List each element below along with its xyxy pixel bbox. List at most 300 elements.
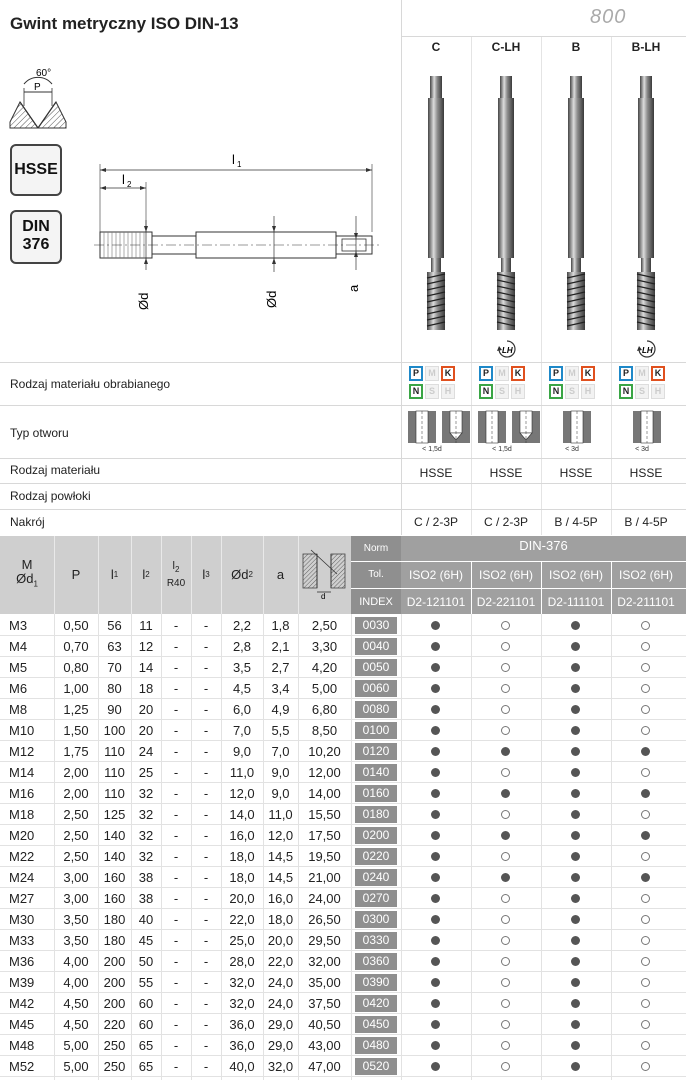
availability-dot-filled: [641, 789, 650, 798]
availability-dot-filled: [431, 1041, 440, 1050]
table-row: [0, 846, 686, 867]
length-l2: 14: [138, 660, 154, 675]
length-l1: 56: [107, 618, 122, 633]
availability-dot-filled: [431, 957, 440, 966]
index-suffix: 0160: [355, 785, 397, 802]
material-code-m: M: [425, 366, 439, 381]
pitch: 2,00: [63, 765, 89, 780]
length-l1: 250: [103, 1038, 126, 1053]
material-code-n: N: [619, 384, 633, 399]
svg-text:2: 2: [127, 180, 132, 189]
availability-dot-empty: [501, 894, 510, 903]
length-l2: 38: [138, 891, 154, 906]
length-l3: -: [203, 639, 209, 654]
length-l3: -: [203, 786, 209, 801]
index-code: D2-211101: [617, 595, 675, 609]
table-row: [0, 741, 686, 762]
a-label: a: [346, 284, 361, 292]
availability-dot-empty: [641, 621, 650, 630]
material-code-k: K: [651, 366, 665, 381]
pitch: 2,50: [63, 849, 89, 864]
material-code-p: P: [549, 366, 563, 381]
tool-material-value: HSSE: [489, 466, 523, 480]
tap-drawing: [90, 140, 390, 310]
square-a: 29,0: [267, 1038, 294, 1053]
drill-diameter: 15,50: [308, 807, 341, 822]
header-a: a: [276, 567, 285, 582]
norm-badge-line2: 376: [22, 236, 50, 253]
availability-dot-filled: [431, 810, 440, 819]
availability-dot-filled: [431, 852, 440, 861]
tool-material-value: HSSE: [629, 466, 663, 480]
length-l2-r40: -: [173, 1038, 179, 1053]
length-l1: 80: [107, 681, 122, 696]
pitch: 3,50: [63, 912, 89, 927]
availability-dot-filled: [571, 726, 580, 735]
pitch: 4,50: [63, 996, 89, 1011]
availability-dot-filled: [501, 831, 510, 840]
length-l3: -: [203, 765, 209, 780]
pitch: 3,00: [63, 870, 89, 885]
divider: [0, 483, 686, 484]
length-l2: 60: [138, 1017, 154, 1032]
tol-label: Tol.: [368, 569, 384, 580]
availability-dot-filled: [571, 642, 580, 651]
availability-dot-filled: [501, 789, 510, 798]
availability-dot-empty: [641, 852, 650, 861]
index-suffix: 0180: [355, 806, 397, 823]
availability-dot-filled: [571, 705, 580, 714]
pitch: 2,00: [63, 786, 89, 801]
diameter-d2: 16,0: [229, 828, 255, 843]
availability-dot-empty: [641, 663, 650, 672]
availability-dot-filled: [571, 936, 580, 945]
diameter-d2: 3,5: [232, 660, 252, 675]
table-row: [0, 699, 686, 720]
coating-label: Rodzaj powłoki: [10, 489, 91, 503]
pitch: 1,00: [63, 681, 89, 696]
diameter-d2: 14,0: [229, 807, 255, 822]
page-title: Gwint metryczny ISO DIN-13: [10, 14, 239, 33]
material-code-h: H: [651, 384, 665, 399]
length-l2-r40: -: [173, 807, 179, 822]
length-l3: -: [203, 849, 209, 864]
index-suffix: 0390: [355, 974, 397, 991]
l2-label: l: [122, 172, 125, 187]
header-d2: Ød 2: [231, 567, 253, 582]
index-suffix: 0120: [355, 743, 397, 760]
length-l1: 180: [103, 933, 126, 948]
availability-dot-filled: [431, 642, 440, 651]
thread-profile-icon: [6, 62, 70, 132]
index-suffix: 0140: [355, 764, 397, 781]
lead-value: B / 4-5P: [624, 515, 668, 529]
table-row: [0, 783, 686, 804]
length-l1: 90: [107, 702, 122, 717]
length-l2: 20: [138, 723, 154, 738]
pitch: 3,00: [63, 891, 89, 906]
table-row: [0, 1056, 686, 1077]
availability-dot-empty: [641, 894, 650, 903]
drill-diameter: 35,00: [308, 975, 341, 990]
pitch: 1,50: [63, 723, 89, 738]
index-suffix: 0050: [355, 659, 397, 676]
divider: [0, 458, 686, 459]
drill-diameter: 4,20: [311, 660, 338, 675]
availability-dot-filled: [641, 747, 650, 756]
table-row: [0, 909, 686, 930]
square-a: 18,0: [267, 912, 294, 927]
length-l1: 200: [103, 975, 126, 990]
material-code-n: N: [409, 384, 423, 399]
lead-label: Nakrój: [10, 515, 45, 529]
length-l1: 125: [103, 807, 126, 822]
tool-material-value: HSSE: [559, 466, 593, 480]
table-row: [0, 993, 686, 1014]
availability-dot-filled: [571, 852, 580, 861]
diameter-d2: 9,0: [232, 744, 252, 759]
length-l2-r40: -: [173, 618, 179, 633]
diameter-d2: 28,0: [229, 954, 255, 969]
table-row: [0, 867, 686, 888]
pitch: 4,00: [63, 954, 89, 969]
through-hole-icon: [477, 410, 507, 444]
availability-dot-filled: [431, 726, 440, 735]
table-row: [0, 888, 686, 909]
availability-dot-filled: [431, 621, 440, 630]
svg-text:1: 1: [237, 160, 242, 169]
index-suffix: 0100: [355, 722, 397, 739]
index-suffix: 0270: [355, 890, 397, 907]
drill-diameter: 29,50: [308, 933, 341, 948]
length-l1: 200: [103, 954, 126, 969]
length-l2-r40: -: [173, 744, 179, 759]
index-suffix: 0330: [355, 932, 397, 949]
length-l3: -: [203, 723, 209, 738]
table-row: [0, 972, 686, 993]
length-l3: -: [203, 681, 209, 696]
availability-dot-filled: [571, 915, 580, 924]
availability-dot-empty: [501, 999, 510, 1008]
availability-dot-filled: [571, 747, 580, 756]
length-l3: -: [203, 891, 209, 906]
length-l2: 45: [138, 933, 154, 948]
length-l2-r40: -: [173, 996, 179, 1011]
material-code-h: H: [581, 384, 595, 399]
length-l2: 32: [138, 807, 154, 822]
length-l2-r40: -: [173, 723, 179, 738]
length-l3: -: [203, 996, 209, 1011]
length-l3: -: [203, 660, 209, 675]
availability-dot-empty: [501, 915, 510, 924]
thread-size: M22: [9, 849, 35, 864]
square-a: 32,0: [267, 1059, 294, 1074]
column-header-b: B: [571, 40, 581, 54]
material-badge: HSSE: [10, 144, 62, 196]
length-l2: 65: [138, 1059, 154, 1074]
square-a: 29,0: [267, 1017, 294, 1032]
table-row: [0, 762, 686, 783]
diameter-d2: 2,2: [232, 618, 252, 633]
tap-image-c: [418, 72, 454, 334]
square-a: 14,5: [267, 870, 294, 885]
availability-dot-empty: [501, 1041, 510, 1050]
availability-dot-filled: [571, 1062, 580, 1071]
index-suffix: 0360: [355, 953, 397, 970]
index-suffix: 0200: [355, 827, 397, 844]
availability-dot-filled: [501, 747, 510, 756]
material-code-n: N: [549, 384, 563, 399]
availability-dot-empty: [641, 957, 650, 966]
diameter-d2: 18,0: [229, 870, 255, 885]
index-suffix: 0450: [355, 1016, 397, 1033]
index-suffix: 0030: [355, 617, 397, 634]
table-row: [0, 636, 686, 657]
drill-diameter: 5,00: [311, 681, 338, 696]
availability-dot-filled: [431, 999, 440, 1008]
thread-size: M6: [9, 681, 28, 696]
drill-diameter: 37,50: [308, 996, 341, 1011]
availability-dot-empty: [641, 936, 650, 945]
length-l2-r40: -: [173, 765, 179, 780]
length-l2-r40: -: [173, 1059, 179, 1074]
diameter-d2: 20,0: [229, 891, 255, 906]
lead-value: C / 2-3P: [483, 515, 528, 529]
availability-dot-filled: [571, 873, 580, 882]
square-a: 9,0: [271, 765, 290, 780]
table-row: [0, 657, 686, 678]
length-l2: 38: [138, 870, 154, 885]
thread-size: M45: [9, 1017, 35, 1032]
square-a: 12,0: [267, 828, 294, 843]
thread-size: M39: [9, 975, 35, 990]
thread-size: M33: [9, 933, 35, 948]
thread-size: M36: [9, 954, 35, 969]
drill-diameter: 21,00: [308, 870, 341, 885]
index-suffix: 0080: [355, 701, 397, 718]
drill-diameter: 40,50: [308, 1017, 341, 1032]
l1-label: l: [232, 152, 235, 167]
thread-size: M27: [9, 891, 35, 906]
availability-dot-filled: [571, 978, 580, 987]
header-l2-r40: $l_2$ R40: [166, 559, 186, 590]
material-code-s: S: [565, 384, 579, 399]
material-group-grid: [479, 366, 525, 400]
header-l2: l 2: [142, 567, 150, 582]
availability-dot-filled: [431, 663, 440, 672]
square-a: 7,0: [271, 744, 290, 759]
table-row: [0, 678, 686, 699]
length-l3: -: [203, 1038, 209, 1053]
availability-dot-empty: [641, 978, 650, 987]
diameter-d2: 40,0: [229, 1059, 255, 1074]
pitch: 0,50: [63, 618, 89, 633]
length-l2: 32: [138, 828, 154, 843]
tap-image-b: [558, 72, 594, 334]
table-row: [0, 951, 686, 972]
availability-dot-filled: [431, 1020, 440, 1029]
length-l2-r40: -: [173, 954, 179, 969]
tool-material-value: HSSE: [419, 466, 453, 480]
pitch: 4,00: [63, 975, 89, 990]
length-l3: -: [203, 954, 209, 969]
square-a: 20,0: [267, 933, 294, 948]
length-l2: 32: [138, 786, 154, 801]
availability-dot-filled: [571, 894, 580, 903]
availability-dot-empty: [501, 726, 510, 735]
availability-dot-empty: [641, 684, 650, 693]
availability-dot-filled: [431, 936, 440, 945]
length-l2: 25: [138, 765, 154, 780]
availability-dot-empty: [641, 768, 650, 777]
material-code-k: K: [441, 366, 455, 381]
availability-dot-filled: [501, 873, 510, 882]
availability-dot-filled: [431, 831, 440, 840]
length-l1: 250: [103, 1059, 126, 1074]
norm-value: DIN-376: [519, 538, 568, 553]
square-a: 9,0: [271, 786, 290, 801]
availability-dot-filled: [431, 873, 440, 882]
drill-diameter: 19,50: [308, 849, 341, 864]
length-l3: -: [203, 618, 209, 633]
material-code-h: H: [511, 384, 525, 399]
drill-diameter: 6,80: [311, 702, 338, 717]
length-l1: 140: [103, 849, 126, 864]
length-l2-r40: -: [173, 702, 179, 717]
diameter-d2: 2,8: [232, 639, 252, 654]
length-l1: 110: [104, 786, 125, 801]
length-l1: 180: [103, 912, 126, 927]
table-row: [0, 1035, 686, 1056]
availability-dot-filled: [431, 684, 440, 693]
availability-dot-empty: [501, 810, 510, 819]
tolerance-value: ISO2 (6H): [478, 568, 533, 582]
availability-dot-filled: [571, 789, 580, 798]
drill-diameter: 2,50: [311, 618, 338, 633]
square-a: 22,0: [267, 954, 294, 969]
index-suffix: 0240: [355, 869, 397, 886]
thread-size: M52: [9, 1059, 35, 1074]
index-code: D2-111101: [547, 595, 605, 609]
availability-dot-empty: [501, 642, 510, 651]
diameter-d2: 22,0: [229, 912, 255, 927]
drill-diameter: 47,00: [308, 1059, 341, 1074]
drill-diameter: 3,30: [311, 639, 338, 654]
availability-dot-filled: [571, 684, 580, 693]
availability-dot-empty: [641, 810, 650, 819]
thread-size: M24: [9, 870, 35, 885]
length-l1: 160: [103, 870, 126, 885]
pitch: 0,80: [63, 660, 89, 675]
divider: [471, 37, 472, 535]
drill-diameter: 12,00: [308, 765, 341, 780]
through-hole-icon: [632, 410, 662, 444]
drill-diameter-icon: [301, 548, 347, 600]
length-l1: 140: [103, 828, 126, 843]
availability-dot-empty: [641, 705, 650, 714]
length-l2: 65: [138, 1038, 154, 1053]
thread-size: M18: [9, 807, 35, 822]
index-suffix: 0220: [355, 848, 397, 865]
thread-size: M4: [9, 639, 28, 654]
thread-size: M10: [9, 723, 35, 738]
thread-size: M20: [9, 828, 35, 843]
drill-diameter: 14,00: [308, 786, 341, 801]
table-row: [0, 1014, 686, 1035]
left-hand-icon: [495, 338, 519, 360]
availability-dot-empty: [641, 915, 650, 924]
index-suffix: 0480: [355, 1037, 397, 1054]
diameter-d2: 36,0: [229, 1017, 255, 1032]
material-code-p: P: [619, 366, 633, 381]
square-a: 24,0: [267, 996, 294, 1011]
length-l1: 160: [103, 891, 126, 906]
square-a: 1,8: [271, 618, 290, 633]
svg-text:d: d: [321, 592, 326, 601]
drill-diameter: 26,50: [308, 912, 341, 927]
length-l1: 70: [107, 660, 122, 675]
availability-dot-empty: [501, 705, 510, 714]
length-l3: -: [203, 870, 209, 885]
drill-diameter: 8,50: [311, 723, 338, 738]
square-a: 5,5: [271, 723, 290, 738]
material-code-p: P: [409, 366, 423, 381]
thread-size: M14: [9, 765, 35, 780]
availability-dot-empty: [641, 999, 650, 1008]
material-group-grid: [549, 366, 595, 400]
material-code-s: S: [425, 384, 439, 399]
header-l3: l 3: [202, 567, 210, 582]
length-l2-r40: -: [173, 912, 179, 927]
length-l2: 40: [138, 912, 154, 927]
divider: [0, 405, 686, 406]
norm-badge: [10, 210, 62, 264]
series-number: 800: [590, 6, 627, 28]
length-l2-r40: -: [173, 849, 179, 864]
availability-dot-empty: [501, 936, 510, 945]
availability-dot-empty: [501, 663, 510, 672]
table-row: [0, 930, 686, 951]
material-code-k: K: [581, 366, 595, 381]
lead-value: C / 2-3P: [413, 515, 458, 529]
length-l2: 24: [138, 744, 154, 759]
left-hand-icon: [635, 338, 659, 360]
pitch: 5,00: [63, 1059, 89, 1074]
diameter-d2: 36,0: [229, 1038, 255, 1053]
material-code-n: N: [479, 384, 493, 399]
divider: [541, 37, 542, 535]
drill-diameter: 10,20: [308, 744, 341, 759]
length-l3: -: [203, 1017, 209, 1032]
tap-image-c-lh: [488, 72, 524, 334]
availability-dot-filled: [571, 957, 580, 966]
length-l3: -: [203, 933, 209, 948]
square-a: 3,4: [271, 681, 290, 696]
length-l2: 12: [138, 639, 154, 654]
norm-label: Norm: [363, 543, 389, 554]
through-hole-icon: [562, 410, 592, 444]
availability-dot-filled: [571, 810, 580, 819]
divider: [401, 0, 402, 535]
drill-diameter: 43,00: [308, 1038, 341, 1053]
length-l2: 18: [138, 681, 154, 696]
length-l3: -: [203, 807, 209, 822]
hole-caption: < 3d: [565, 446, 579, 453]
thread-size: M5: [9, 660, 28, 675]
length-l2: 20: [138, 702, 154, 717]
d1-label: Ød: [136, 292, 151, 310]
square-a: 14,5: [267, 849, 294, 864]
